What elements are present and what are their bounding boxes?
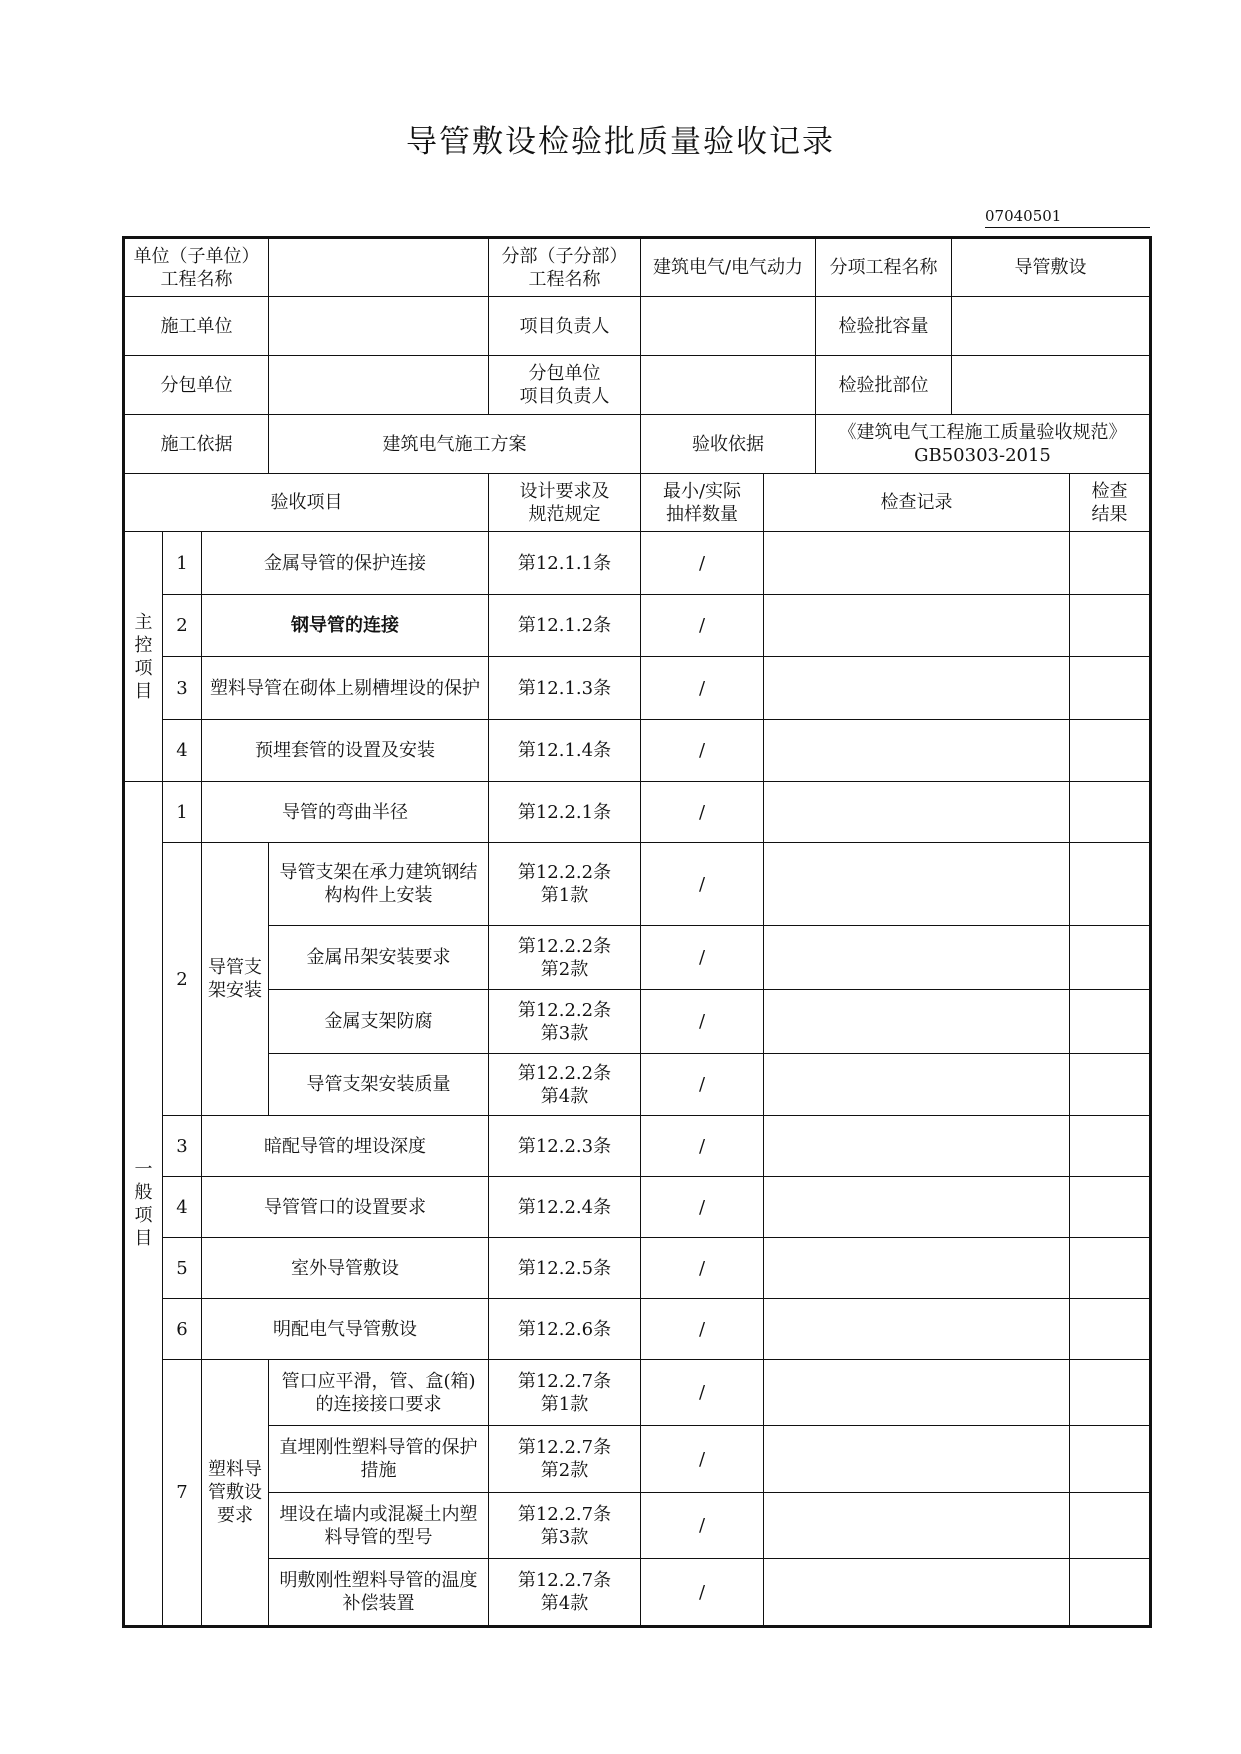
check-result-field[interactable] <box>1070 720 1151 782</box>
clause: 第12.2.7条 第2款 <box>489 1426 641 1493</box>
table-row <box>124 1493 1151 1559</box>
check-record-field[interactable] <box>764 1054 1070 1116</box>
clause: 第12.2.7条 第3款 <box>489 1493 641 1559</box>
row-number: 3 <box>163 1116 202 1177</box>
check-record-field[interactable] <box>764 657 1070 720</box>
row-number: 1 <box>163 782 202 843</box>
contractor-value-field[interactable] <box>269 297 489 356</box>
row-number: 1 <box>163 532 202 595</box>
item-name: 预埋套管的设置及安装 <box>202 720 489 782</box>
check-result-field[interactable] <box>1070 1238 1151 1299</box>
clause: 第12.2.6条 <box>489 1299 641 1360</box>
item-name: 塑料导管在砌体上剔槽埋设的保护 <box>202 657 489 720</box>
pm-value-field[interactable] <box>641 297 816 356</box>
location-label: 检验批部位 <box>816 356 952 415</box>
table-row <box>124 657 1151 720</box>
check-record-field[interactable] <box>764 990 1070 1054</box>
col-result-header: 检查 结果 <box>1070 474 1151 532</box>
row-number: 6 <box>163 1299 202 1360</box>
table-row <box>124 1177 1151 1238</box>
check-result-field[interactable] <box>1070 1299 1151 1360</box>
check-record-field[interactable] <box>764 1238 1070 1299</box>
check-record-field[interactable] <box>764 532 1070 595</box>
check-record-field[interactable] <box>764 1299 1070 1360</box>
sample-count[interactable]: / <box>641 990 764 1054</box>
table-row <box>124 1426 1151 1493</box>
item-name: 金属导管的保护连接 <box>202 532 489 595</box>
row-number: 7 <box>163 1360 202 1627</box>
row-number: 2 <box>163 595 202 657</box>
col-design-header: 设计要求及 规范规定 <box>489 474 641 532</box>
table-row <box>124 595 1151 657</box>
check-result-field[interactable] <box>1070 532 1151 595</box>
sub-item-name: 直埋刚性塑料导管的保护措施 <box>269 1426 489 1493</box>
sub-item-name: 埋设在墙内或混凝土内塑料导管的型号 <box>269 1493 489 1559</box>
sample-count[interactable]: / <box>641 720 764 782</box>
contractor-label: 施工单位 <box>124 297 269 356</box>
check-result-field[interactable] <box>1070 1116 1151 1177</box>
check-result-field[interactable] <box>1070 657 1151 720</box>
unit-label: 单位（子单位） 工程名称 <box>124 238 269 297</box>
sample-count[interactable]: / <box>641 1116 764 1177</box>
sample-count[interactable]: / <box>641 1559 764 1627</box>
item-label: 分项工程名称 <box>816 238 952 297</box>
sub-item-name: 管口应平滑，管、盒(箱)的连接接口要求 <box>269 1360 489 1426</box>
form-code: 07040501 <box>985 205 1150 228</box>
sub-pm-label: 分包单位 项目负责人 <box>489 356 641 415</box>
check-record-field[interactable] <box>764 720 1070 782</box>
row-number: 5 <box>163 1238 202 1299</box>
item-name: 室外导管敷设 <box>202 1238 489 1299</box>
row-number: 4 <box>163 1177 202 1238</box>
check-result-field[interactable] <box>1070 782 1151 843</box>
item-name: 明配电气导管敷设 <box>202 1299 489 1360</box>
table-row <box>124 1238 1151 1299</box>
clause: 第12.2.3条 <box>489 1116 641 1177</box>
clause: 第12.2.2条 第4款 <box>489 1054 641 1116</box>
unit-value-field[interactable] <box>269 238 489 297</box>
page-title: 导管敷设检验批质量验收记录 <box>406 124 835 160</box>
item-name: 导管的弯曲半径 <box>202 782 489 843</box>
sub-value-field[interactable] <box>269 356 489 415</box>
sample-count[interactable]: / <box>641 1177 764 1238</box>
check-result-field[interactable] <box>1070 1493 1151 1559</box>
sub-item-name: 明敷刚性塑料导管的温度补偿装置 <box>269 1559 489 1627</box>
check-result-field[interactable] <box>1070 595 1151 657</box>
table-row <box>124 990 1151 1054</box>
clause: 第12.1.4条 <box>489 720 641 782</box>
clause: 第12.2.1条 <box>489 782 641 843</box>
pm-label: 项目负责人 <box>489 297 641 356</box>
basis-value[interactable]: 建筑电气施工方案 <box>269 415 641 474</box>
clause: 第12.2.7条 第1款 <box>489 1360 641 1426</box>
col-record-header: 检查记录 <box>764 474 1070 532</box>
table-row <box>124 1054 1151 1116</box>
sub-item-name: 金属支架防腐 <box>269 990 489 1054</box>
sample-count[interactable]: / <box>641 843 764 926</box>
row-number: 3 <box>163 657 202 720</box>
check-record-field[interactable] <box>764 1177 1070 1238</box>
dept-label: 分部（子分部） 工程名称 <box>489 238 641 297</box>
clause: 第12.1.3条 <box>489 657 641 720</box>
table-row <box>124 843 1151 926</box>
main-control-label: 主 控 项 目 <box>124 532 163 782</box>
check-record-field[interactable] <box>764 782 1070 843</box>
item-name: 暗配导管的埋设深度 <box>202 1116 489 1177</box>
sample-count[interactable]: / <box>641 1299 764 1360</box>
check-result-field[interactable] <box>1070 1426 1151 1493</box>
check-result-field[interactable] <box>1070 843 1151 926</box>
capacity-value-field[interactable] <box>952 297 1151 356</box>
sample-count[interactable]: / <box>641 657 764 720</box>
sub-item-name: 导管支架在承力建筑钢结构构件上安装 <box>269 843 489 926</box>
clause: 第12.2.2条 第3款 <box>489 990 641 1054</box>
sample-count[interactable]: / <box>641 532 764 595</box>
accept-basis-value[interactable]: 《建筑电气工程施工质量验收规范》 GB50303-2015 <box>816 415 1151 474</box>
clause: 第12.1.1条 <box>489 532 641 595</box>
group-label: 导管支 架安装 <box>202 843 269 1116</box>
check-record-field[interactable] <box>764 1426 1070 1493</box>
col-item-header: 验收项目 <box>124 474 489 532</box>
sample-count[interactable]: / <box>641 1054 764 1116</box>
item-value[interactable]: 导管敷设 <box>952 238 1151 297</box>
general-items-label: 一 般 项 目 <box>124 782 163 1627</box>
basis-label: 施工依据 <box>124 415 269 474</box>
table-row <box>124 1559 1151 1627</box>
sub-label: 分包单位 <box>124 356 269 415</box>
acceptance-form <box>122 236 1152 1628</box>
accept-basis-label: 验收依据 <box>641 415 816 474</box>
clause: 第12.2.2条 第1款 <box>489 843 641 926</box>
col-sample-header: 最小/实际 抽样数量 <box>641 474 764 532</box>
check-result-field[interactable] <box>1070 1559 1151 1627</box>
sub-item-name: 导管支架安装质量 <box>269 1054 489 1116</box>
dept-value[interactable]: 建筑电气/电气动力 <box>641 238 816 297</box>
sample-count[interactable]: / <box>641 782 764 843</box>
clause: 第12.2.2条 第2款 <box>489 926 641 990</box>
check-result-field[interactable] <box>1070 1054 1151 1116</box>
table-row <box>124 926 1151 990</box>
check-result-field[interactable] <box>1070 926 1151 990</box>
table-row <box>124 1360 1151 1426</box>
sample-count[interactable]: / <box>641 926 764 990</box>
row-number: 4 <box>163 720 202 782</box>
sub-item-name: 金属吊架安装要求 <box>269 926 489 990</box>
sample-count[interactable]: / <box>641 1238 764 1299</box>
check-record-field[interactable] <box>764 843 1070 926</box>
table-row <box>124 532 1151 595</box>
group-label: 塑料导 管敷设 要求 <box>202 1360 269 1627</box>
table-row <box>124 1116 1151 1177</box>
sample-count[interactable]: / <box>641 595 764 657</box>
check-record-field[interactable] <box>764 1559 1070 1627</box>
item-name: 导管管口的设置要求 <box>202 1177 489 1238</box>
clause: 第12.2.4条 <box>489 1177 641 1238</box>
item-name: 钢导管的连接 <box>202 595 489 657</box>
capacity-label: 检验批容量 <box>816 297 952 356</box>
table-row <box>124 782 1151 843</box>
check-record-field[interactable] <box>764 926 1070 990</box>
sample-count[interactable]: / <box>641 1426 764 1493</box>
sample-count[interactable]: / <box>641 1493 764 1559</box>
check-result-field[interactable] <box>1070 990 1151 1054</box>
clause: 第12.2.7条 第4款 <box>489 1559 641 1627</box>
table-row <box>124 1299 1151 1360</box>
check-result-field[interactable] <box>1070 1177 1151 1238</box>
row-number: 2 <box>163 843 202 1116</box>
clause: 第12.2.5条 <box>489 1238 641 1299</box>
location-value-field[interactable] <box>952 356 1151 415</box>
check-record-field[interactable] <box>764 1360 1070 1426</box>
sub-pm-value-field[interactable] <box>641 356 816 415</box>
check-record-field[interactable] <box>764 1493 1070 1559</box>
sample-count[interactable]: / <box>641 1360 764 1426</box>
check-record-field[interactable] <box>764 1116 1070 1177</box>
check-result-field[interactable] <box>1070 1360 1151 1426</box>
check-record-field[interactable] <box>764 595 1070 657</box>
clause: 第12.1.2条 <box>489 595 641 657</box>
table-row <box>124 720 1151 782</box>
